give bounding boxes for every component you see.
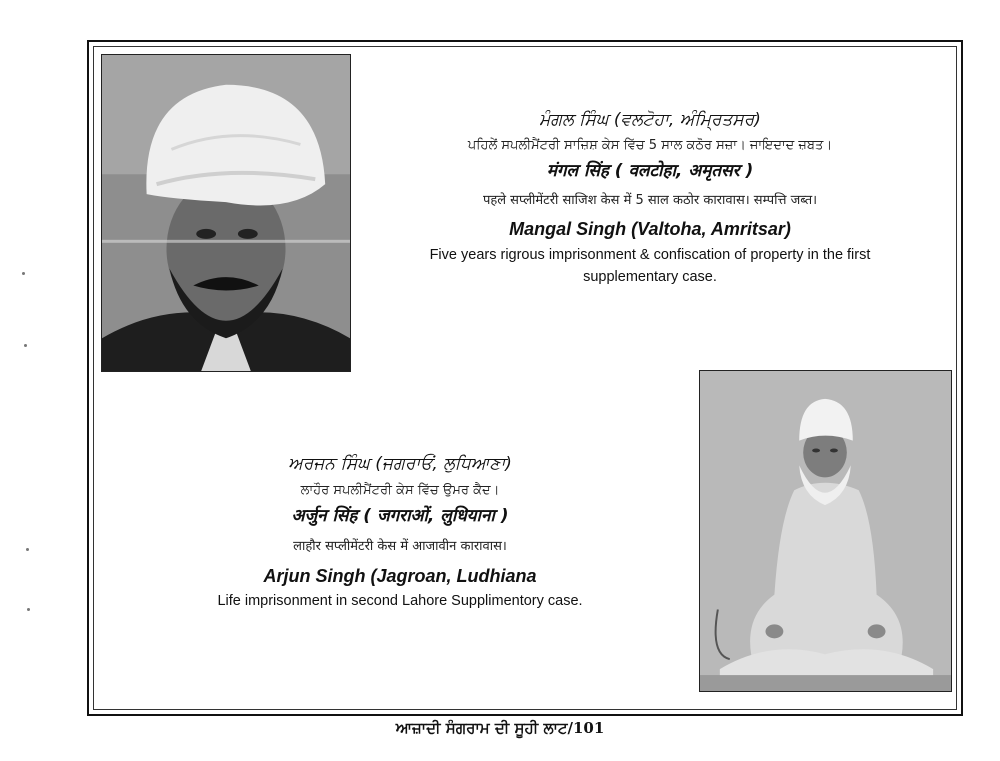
scan-speck xyxy=(24,344,27,347)
name-gurmukhi: ਮੰਗਲ ਸਿੰਘ (ਵਲਟੋਹਾ, ਅੰਮ੍ਰਿਤਸਰ) xyxy=(539,110,761,130)
scan-speck xyxy=(26,548,29,551)
name-hindi: अर्जुन सिंह ( जगराओं, लुधियाना ) xyxy=(291,506,509,526)
description-english-line1: Life imprisonment in second Lahore Supplimentory case. xyxy=(217,593,583,609)
name-gurmukhi: ਅਰਜਨ ਸਿੰਘ (ਜਗਰਾਓਂ, ਲੁਧਿਆਣਾ) xyxy=(288,454,512,474)
name-english: Mangal Singh (Valtoha, Amritsar) xyxy=(509,219,791,239)
name-english: Arjun Singh (Jagroan, Ludhiana xyxy=(263,566,537,586)
entry-mangal-singh xyxy=(360,112,940,302)
description-english-line2: supplementary case. xyxy=(583,269,717,285)
portrait-mangal-singh xyxy=(101,54,351,372)
description-gurmukhi: ਲਾਹੌਰ ਸਪਲੀਮੈਂਟਰੀ ਕੇਸ ਵਿੱਚ ਉਮਰ ਕੈਦ। xyxy=(300,483,500,498)
description-hindi: लाहौर सप्लीमेंटरी केस में आजावीन कारावास। xyxy=(293,539,507,554)
description-hindi: पहले सप्लीमेंटरी साजिश केस में 5 साल कठोर कारावास। सम्पत्ति जब्त। xyxy=(482,193,818,208)
page-footer: ਆਜ਼ਾਦੀ ਸੰਗਰਾਮ ਦੀ ਸੂਹੀ ਲਾਟ/101 xyxy=(395,719,605,737)
description-gurmukhi: ਪਹਿਲੇਂ ਸਪਲੀਮੈਂਟਰੀ ਸਾਜ਼ਿਸ਼ ਕੇਸ ਵਿੱਚ 5 ਸਾਲ ਕਠੋਰ ਸਜ਼ਾ। ਜਾਇਦਾਦ ਜ਼ਬਤ। xyxy=(467,138,833,153)
entry-arjun-singh xyxy=(150,456,650,626)
scan-speck xyxy=(27,608,30,611)
description-english-line1: Five years rigrous imprisonment & confiscation of property in the first xyxy=(429,247,871,263)
name-hindi: मंगल सिंह ( वलटोहा, अमृतसर ) xyxy=(546,161,754,181)
scan-speck xyxy=(22,272,25,275)
portrait-arjun-singh xyxy=(699,370,952,692)
